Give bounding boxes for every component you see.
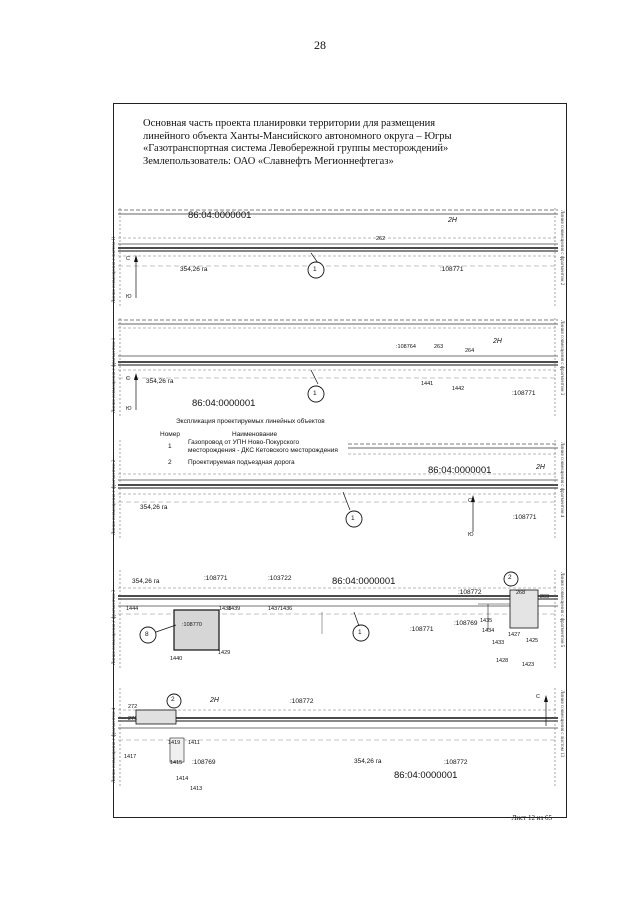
left-match-line-label: Линия совмещения с фрагментом 1 [112,337,117,413]
cadastral-block: 86:04:0000001 [192,398,256,409]
area-label: 354,26 га [180,266,208,273]
point-number: 1428 [496,658,509,664]
point-number: 1423 [522,662,535,668]
legend-heading: Экспликация проектируемых линейных объектов [176,418,325,425]
title-line: Землепользователь: ОАО «Славнефть Мегионнефтегаз» [143,155,394,167]
title-block [143,118,523,168]
object-marker: 1 [351,515,355,522]
point-number: 1429 [218,650,231,656]
parcel-label: :108764 [396,344,416,350]
point-number: 263 [434,344,444,350]
point-number: 1434 [482,628,495,634]
point-number: 1442 [452,386,465,392]
point-number: 1419 [168,740,181,746]
point-number: 272 [128,704,138,710]
parcel-label: :108772 [290,698,314,705]
north-label: С [126,256,130,262]
fragment-4 [112,570,564,670]
legend-row-number: 1 [168,443,172,450]
right-match-line-label: Линия совмещения с фрагментом 4 [559,442,564,518]
north-label: С [536,694,540,700]
parcel-label: :108771 [513,514,537,521]
legend-col-number: Номер [160,431,181,438]
legend-row-name: месторождения - ДКС Кетовского месторождения [188,447,338,454]
area-label: 354,26 га [146,378,174,385]
parcel-label: :108769 [192,759,216,766]
parcel-label: :108772 [458,589,482,596]
object-marker: 2 [171,696,175,703]
cadastral-block: 86:04:0000001 [394,770,458,781]
point-number: 271 [128,716,138,722]
fragment-5 [112,688,564,792]
left-match-line-label: Линия совмещения с фрагментом 2 [112,459,117,535]
point-number: 262 [376,236,386,242]
road-label: 2Н [493,338,502,345]
fragment-2 [112,318,564,418]
legend-row-number: 2 [168,459,172,466]
point-number: 1425 [526,638,539,644]
point-number: 1435 [480,618,493,624]
south-label: Ю [126,406,132,412]
parcel-label: :108771 [204,575,228,582]
area-label: 354,26 га [354,758,382,765]
right-match-line-label: Линия совмещения с фрагментом 2 [559,210,564,286]
left-match-line-label: Линия совмещения с фрагментом 4 [112,707,117,783]
right-match-line-label: Линия совмещения с листом 13 [559,690,564,758]
point-number: 269 [540,594,550,600]
point-number: 1436 [280,606,293,612]
legend-row-name: Газопровод от УПН Ново-Покурского [188,439,300,446]
point-number: 1427 [508,632,521,638]
north-label: С [126,376,130,382]
point-number: 1437 [268,606,281,612]
parcel-label: :108771 [512,390,536,397]
left-match-line-label: Линия совмещения с фрагментом 3 [112,589,117,665]
point-number: 1414 [176,776,189,782]
right-match-line-label: Линия совмещения с фрагментом 5 [559,572,564,648]
fragment-drawing [118,688,558,788]
area-label: 354,26 га [140,504,168,511]
south-label: Ю [468,532,474,538]
road-label: 2Н [448,217,457,224]
point-number: 1417 [124,754,137,760]
sheet-number: Лист 12 из 65 [511,814,552,822]
point-number: 1440 [170,656,183,662]
point-number: 1413 [190,786,203,792]
object-marker: 8 [145,631,149,638]
parcel-label: :108770 [182,622,202,628]
point-number: 268 [516,590,526,596]
fragment-drawing [118,318,558,418]
cadastral-block: 86:04:0000001 [428,465,492,476]
title-line: Основная часть проекта планировки территории для размещения [143,118,436,129]
fragment-1 [112,208,564,308]
page-number: 28 [314,38,326,52]
fragment-drawing [118,440,558,540]
object-marker: 1 [358,629,362,636]
parcel-label: :108769 [454,620,478,627]
parcel-label: :103722 [268,575,292,582]
point-number: 1411 [188,740,200,746]
south-label: Ю [126,294,132,300]
object-marker: 1 [313,266,317,273]
point-number: 1433 [492,640,505,646]
fragment-3 [112,440,564,540]
point-number: 1441 [421,381,434,387]
right-match-line-label: Линия совмещения с фрагментом 3 [559,320,564,396]
north-label: С [468,498,472,504]
cadastral-block: 86:04:0000001 [188,210,252,221]
legend-row-name: Проектируемая подъездная дорога [188,459,295,466]
point-number: 1438 [219,606,232,612]
road-label: 2Н [210,697,219,704]
road-label: 2Н [536,464,545,471]
fragment-drawing [118,208,558,308]
point-number: 1415 [170,760,183,766]
point-number: 1439 [228,606,241,612]
left-match-line-label: Линия совмещения с листом 11 [112,236,117,303]
object-marker: 1 [313,390,317,397]
cadastral-block: 86:04:0000001 [332,576,396,587]
parcel-label: :108771 [410,626,434,633]
parcel-label: :108771 [440,266,464,273]
object-marker: 2 [508,574,512,581]
legend-col-name: Наименование [232,431,278,438]
point-number: 264 [465,348,475,354]
area-label: 354,26 га [132,578,160,585]
title-line: «Газотранспортная система Левобережной группы месторождений» [143,143,449,154]
point-number: 1444 [126,606,139,612]
title-line: линейного объекта Ханты-Мансийского автономного округа – Югры [143,130,452,142]
parcel-label: :108772 [444,759,468,766]
